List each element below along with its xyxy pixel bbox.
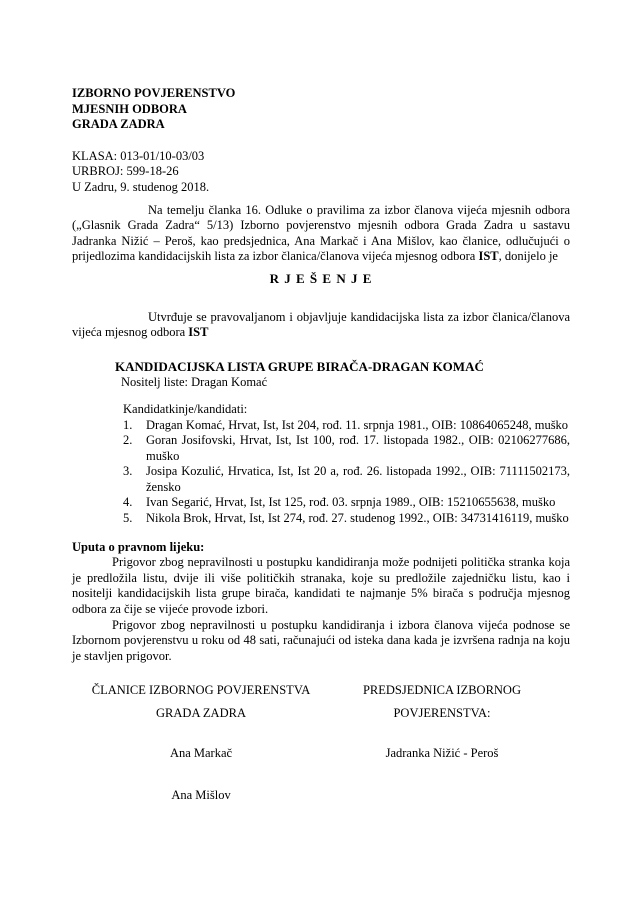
- intro-paragraph: [72, 203, 570, 265]
- legal-remedy-paragraph-2: Prigovor zbog nepravilnosti u postupku kandidiranja i izbora članova vijeća podnose se Izbornom povjerenstvu u roku od 48 sati, računajući od isteka dana kada je izvršena radnja na koju je stavljen prigovor.: [72, 617, 570, 663]
- klasa-line: KLASA: 013-01/10-03/03: [72, 148, 205, 163]
- intro-text-after: , donijelo je: [498, 249, 558, 264]
- signature-left-column: [72, 683, 330, 803]
- decision-title: R J E Š E N J E: [269, 270, 373, 286]
- statement-text: Utvrđuje se pravovaljanom i objavljuje kandidacijska lista za izbor članica/članova vijeća mjesnog odbora: [72, 309, 570, 340]
- right-signature-title: PREDSJEDNICA IZBORNOG: [362, 683, 521, 698]
- signature-block: [72, 683, 570, 803]
- left-signature-title-2: GRADA ZADRA: [156, 706, 246, 720]
- right-signature-title-2: POVJERENSTVA:: [393, 706, 491, 720]
- candidate-number: 1.: [123, 417, 133, 432]
- statement-paragraph: [72, 310, 570, 341]
- statement-bold-ist: IST: [188, 325, 209, 340]
- legal-remedy-paragraph-1: Prigovor zbog nepravilnosti u postupku kandidiranja može podnijeti politička stranka koja je predložila listu, dvije ili više političkih stranaka, koje su predložile zajedničku listu, kao i nositelji kandidacijskih lista grupe birača, kandidati te najmanje 5% birača s područja mjesnog odbora za čije se vijeće provode izbori.: [72, 555, 570, 617]
- signature-name-ana-mislov: Ana Mišlov: [171, 788, 231, 803]
- letterhead-line-3: GRADA ZADRA: [72, 117, 165, 132]
- candidate-text: Goran Josifovski, Hrvat, Ist, Ist 100, rođ. 17. listopada 1982., OIB: 02106277686, muško: [146, 433, 570, 463]
- candidate-text: Nikola Brok, Hrvat, Ist, Ist 274, rođ. 27. studenog 1992., OIB: 34731416119, muško: [146, 511, 569, 526]
- legal-remedy-section: [72, 540, 570, 665]
- candidates-label: Kandidatkinje/kandidati:: [123, 401, 248, 416]
- document-meta: [72, 149, 570, 196]
- candidate-item: [123, 418, 570, 434]
- letterhead-line-2: MJESNIH ODBORA: [72, 101, 187, 116]
- candidate-item: [123, 495, 570, 511]
- candidate-number: 5.: [123, 511, 133, 526]
- candidate-text: Ivan Segarić, Hrvat, Ist, Ist 125, rođ. 03. srpnja 1989., OIB: 15210655638, muško: [146, 495, 556, 510]
- intro-bold-ist: IST: [478, 249, 499, 264]
- left-signature-title: ČLANICE IZBORNOG POVJERENSTVA: [91, 683, 311, 698]
- signature-right-column: [342, 683, 542, 803]
- candidate-number: 4.: [123, 495, 133, 510]
- candidate-list-heading: KANDIDACIJSKA LISTA GRUPE BIRAČA-DRAGAN KOMAĆ: [115, 358, 484, 374]
- place-date-line: U Zadru, 9. studenog 2018.: [72, 179, 210, 194]
- candidate-text: Josipa Kozulić, Hrvatica, Ist, Ist 20 a, rođ. 26. listopada 1992., OIB: 71111502173, žensko: [146, 464, 570, 494]
- candidate-item: [123, 433, 570, 464]
- candidate-item: [123, 464, 570, 495]
- intro-text: Na temelju članka 16. Odluke o pravilima za izbor članova vijeća mjesnih odbora („Glasnik Grada Zadra“ 5/13) Izborno povjerenstvo mjesnih odbora Grada Zadra u sastavu Jadranka Nižić – Peroš, kao predsjednica, Ana Markač i Ana Mišlov, kao članice, odlučujući o prijedlozima kandidacijskih lista za izbor članica/članova vijeća mjesnog odbora: [72, 202, 570, 264]
- urbroj-line: URBROJ: 599-18-26: [72, 164, 179, 179]
- candidates-list: [123, 418, 570, 527]
- candidate-number: 2.: [123, 433, 133, 448]
- list-holder-line: Nositelj liste: Dragan Komać: [121, 375, 268, 390]
- letterhead: [72, 86, 570, 133]
- candidate-item: [123, 511, 570, 527]
- letterhead-line-1: IZBORNO POVJERENSTVO: [72, 86, 236, 100]
- candidate-number: 3.: [123, 464, 133, 479]
- signature-name-president: Jadranka Nižić - Peroš: [385, 745, 499, 760]
- legal-remedy-heading: Uputa o pravnom lijeku:: [72, 539, 205, 554]
- candidate-text: Dragan Komać, Hrvat, Ist, Ist 204, rođ. 11. srpnja 1981., OIB: 10864065248, muško: [146, 417, 569, 432]
- signature-name-ana-markac: Ana Markač: [169, 745, 233, 760]
